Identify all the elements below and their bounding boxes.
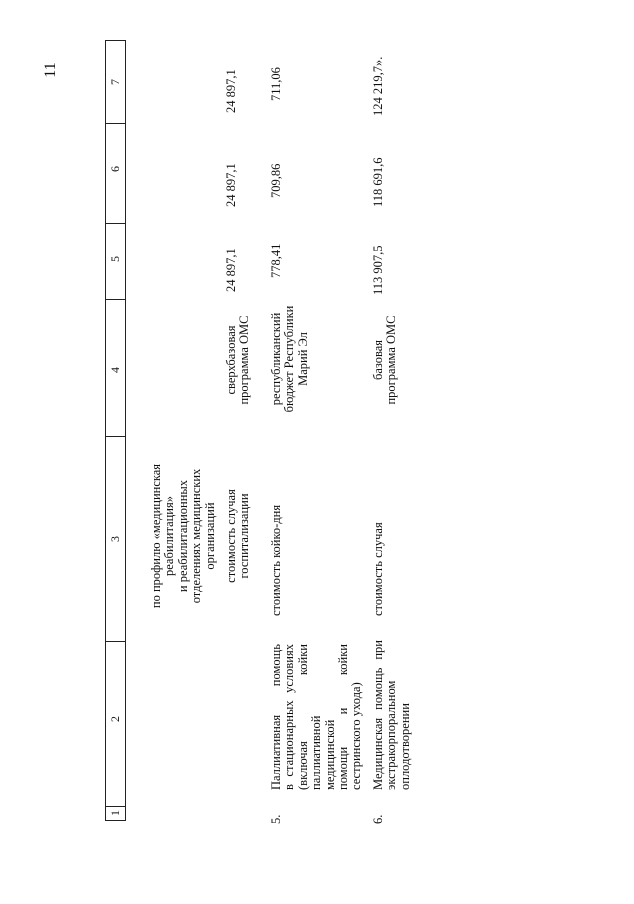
indicator-cell [372,446,385,616]
text-line: паллиативной медицинской [309,715,337,790]
value-col-6: 709,86 [269,163,283,198]
text-line: республиканский [269,312,283,406]
text-line: по профилю «медицинская [149,463,163,609]
text-line: помощи и койки [336,644,351,790]
col-divider [105,641,125,642]
header-col-3: 3 [108,536,122,542]
col-divider [105,223,125,224]
value-col-7: 124 219,7». [371,56,385,116]
header-col-6: 6 [108,166,122,172]
table-top-border [105,40,106,821]
col-divider [105,299,125,300]
text-line: госпитализации [237,493,252,579]
header-col-1: 1 [108,810,122,816]
header-col-7: 7 [108,79,122,85]
row-name [270,644,364,790]
text-line: базовая [371,339,385,381]
text-line: сестринского ухода) [349,682,364,790]
text-line: Марий Эл [295,332,310,386]
header-col-2: 2 [108,716,122,722]
text-line: отделениях медицинских [189,468,204,604]
row-name [372,640,412,790]
text-line: (включая койки [295,644,310,790]
text-line: стоимость случая [224,489,238,583]
text-line: оплодотворении [397,703,412,790]
text-line: реабилитация» [162,495,177,577]
col-divider [105,436,125,437]
header-bottom-border [125,40,126,821]
indicator-cell [270,446,283,616]
text-line: Паллиативная помощь [269,644,283,790]
indicator-profile [150,443,217,629]
source-cell [270,298,310,420]
text-line: и реабилитационных [175,479,190,593]
text-line: в стационарных условиях [282,644,297,790]
text-line: бюджет Республики [282,305,297,413]
indicator-cell [225,478,252,594]
value-col-5: 113 907,5 [371,245,385,295]
value-col-7: 711,06 [269,67,283,101]
source-cell [225,312,252,408]
text-line: программа ОМС [384,315,399,405]
row-number: 5. [269,814,283,824]
text-line: организаций [202,502,217,570]
header-col-5: 5 [108,256,122,262]
text-line: Медицинская помощь при [371,640,385,790]
col-divider [105,40,125,41]
row-number: 6. [371,814,385,824]
source-cell [372,312,399,408]
col-divider [105,123,125,124]
text-line: экстракорпоральном [384,680,399,790]
text-line: сверхбазовая [224,325,238,395]
value-col-5: 778,41 [269,243,283,278]
value-col-5: 24 897,1 [224,248,238,292]
value-col-6: 24 897,1 [224,163,238,207]
text-line: стоимость койко-дня [269,504,283,616]
text-line: программа ОМС [237,315,252,405]
value-col-6: 118 691,6 [371,157,385,207]
text-line: стоимость случая [371,522,385,616]
page-number: 11 [42,62,59,78]
header-col-4: 4 [108,367,122,373]
value-col-7: 24 897,1 [224,69,238,113]
